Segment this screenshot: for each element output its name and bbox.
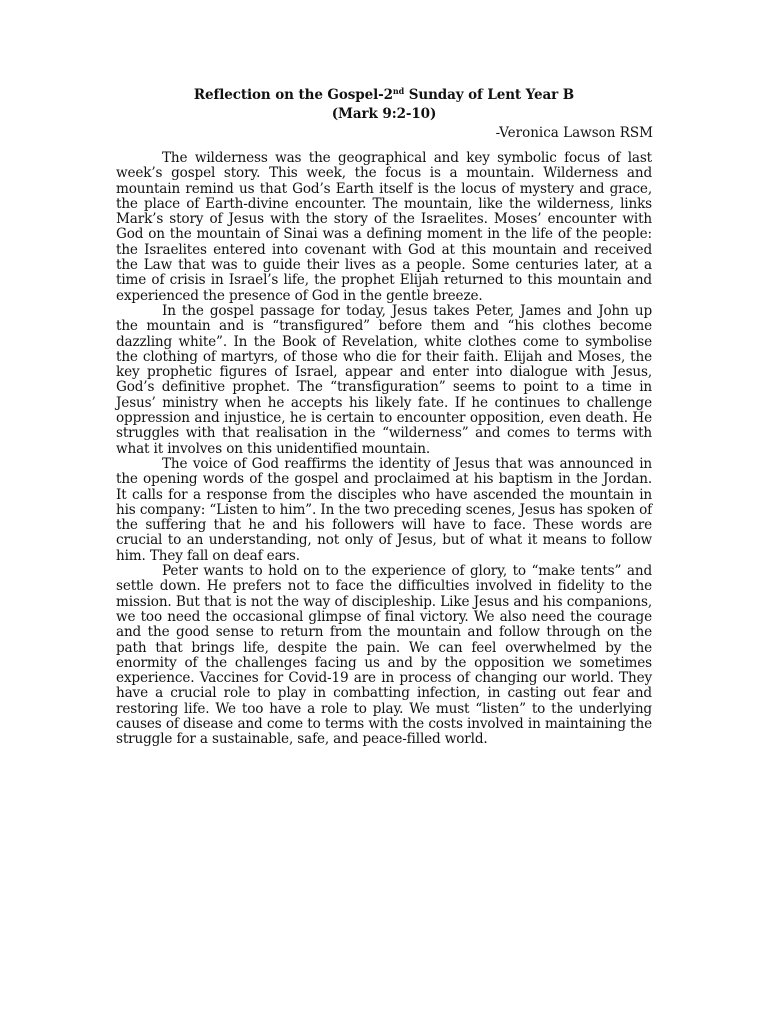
title-rest: Sunday of Lent Year B [404,87,575,103]
paragraph-4: Peter wants to hold on to the experience of glory, to “make tents” and settle down. He prefers not to face the difficulties involved in fidelity to the mission. But that is not the way of discipleship. Like Jesus and his companions, we too need the occasional glimpse of final victory. We also need the courage and the good sense to return from the mountain and follow through on the path that brings life, despite the pain. We can feel overwhelmed by the enormity of the challenges facing us and by the opposition we sometimes experience. Vaccines for Covid-19 are in process of changing our world. They have a crucial role to play in combatting infection, in casting out fear and restoring life. We too have a role to play. We must “listen” to the underlying causes of disease and come to terms with the costs involved in maintaining the struggle for a sustainable, safe, and peace-filled world. [116,563,652,748]
paragraph-3: The voice of God reaffirms the identity of Jesus that was announced in the opening words of the gospel and proclaimed at his baptism in the Jordan. It calls for a response from the disciples who have ascended the mountain in his company: “Listen to him”. In the two preceding scenes, Jesus has spoken of the suffering that he and his followers will have to face. These words are crucial to an understanding, not only of Jesus, but of what it means to follow him. They fall on deaf ears. [116,455,652,564]
author-line: -Veronica Lawson RSM [495,125,653,141]
document-title [0,86,768,105]
paragraph-1: The wilderness was the geographical and key symbolic focus of last week’s gospel story. This week, the focus is a mountain. Wilderness and mountain remind us that God’s Earth itself is the locus of mystery and grace, the place of Earth-divine encounter. The mountain, like the wilderness, links Mark’s story of Jesus with the story of the Israelites. Moses’ encounter with God on the mountain of Sinai was a defining moment in the life of the people: the Israelites entered into covenant with God at this mountain and received the Law that was to guide their lives as a people. Some centuries later, at a time of crisis in Israel’s life, the prophet Elijah returned to this mountain and experienced the presence of God in the gentle breeze. [116,150,652,304]
body-text [116,151,652,748]
title-main: Reflection on the Gospel-2 [193,87,393,103]
paragraph-2: In the gospel passage for today, Jesus takes Peter, James and John up the mountain and is “transfigured” before them and “his clothes become dazzling white”. In the Book of Revelation, white clothes come to symbolise the clothing of martyrs, of those who die for their faith. Elijah and Moses, the key prophetic figures of Israel, appear and enter into dialogue with Jesus, God’s definitive prophet. The “transfiguration” seems to point to a time in Jesus’ ministry when he accepts his likely fate. If he continues to challenge oppression and injustice, he is certain to encounter opposition, even death. He struggles with that realisation in the “wilderness” and comes to terms with what it involves on this unidentified mountain. [116,302,652,457]
title-superscript: nd [392,86,405,96]
document-subtitle: (Mark 9:2-10) [331,106,437,122]
